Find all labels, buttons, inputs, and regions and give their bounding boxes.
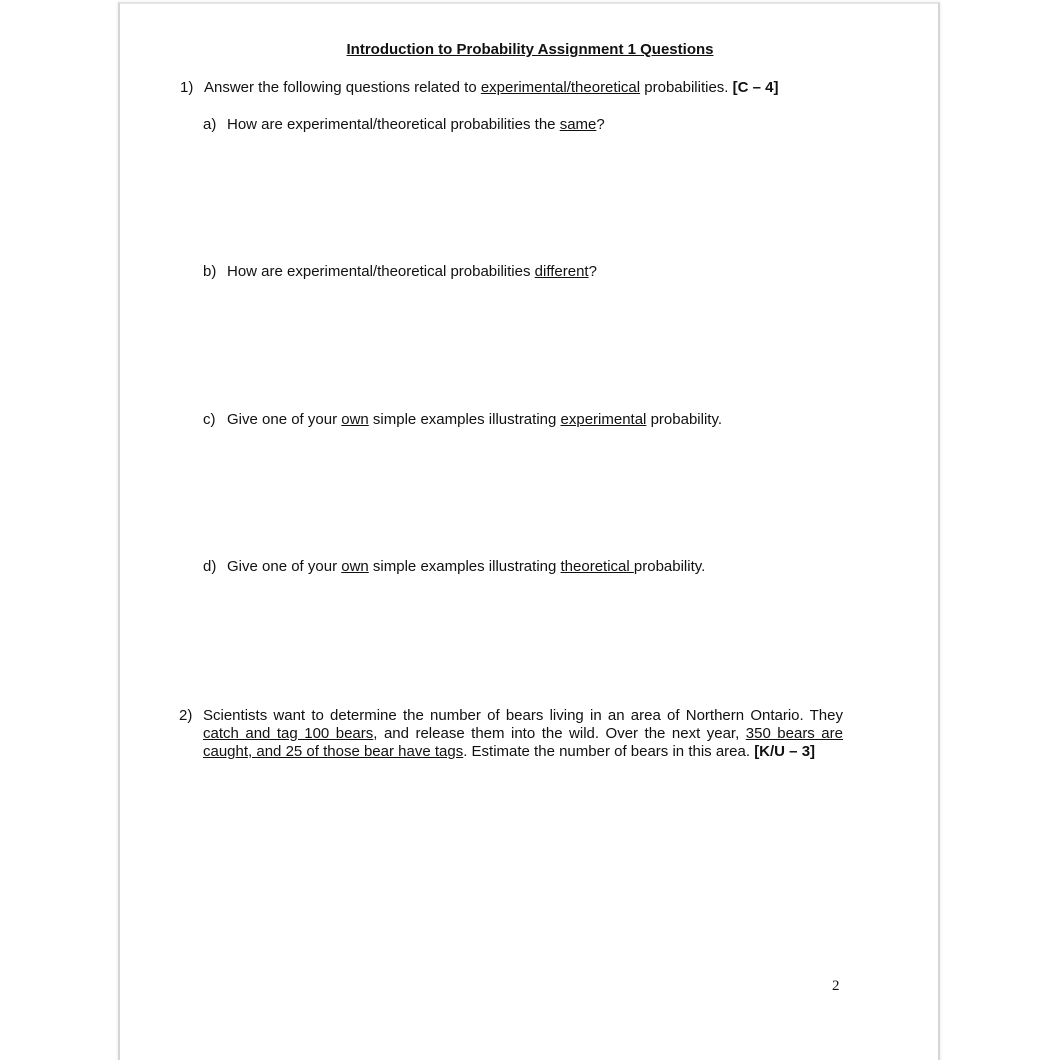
question-emphasis: catch and tag 100 bears bbox=[203, 725, 374, 742]
part-label: d) bbox=[203, 558, 217, 575]
question-1 bbox=[180, 79, 779, 97]
question-1c bbox=[203, 411, 722, 429]
question-emphasis: experimental/theoretical bbox=[480, 79, 641, 96]
question-1b bbox=[203, 263, 597, 281]
part-label: a) bbox=[203, 116, 217, 133]
page-number: 2 bbox=[832, 978, 840, 994]
part-label: c) bbox=[203, 411, 216, 428]
question-text: probabilities. bbox=[640, 79, 733, 96]
question-1d bbox=[203, 558, 705, 576]
question-text: , and release them into the wild. Over the next year, bbox=[373, 725, 746, 742]
part-emphasis: own bbox=[341, 411, 369, 428]
part-text: probability. bbox=[646, 411, 722, 428]
part-emphasis: theoretical bbox=[560, 558, 634, 575]
marks-label: [C – 4] bbox=[732, 79, 779, 96]
question-number: 2) bbox=[179, 707, 193, 724]
part-text: simple examples illustrating bbox=[368, 558, 561, 575]
question-text: . Estimate the number of bears in this area. bbox=[463, 743, 755, 760]
question-2 bbox=[179, 707, 843, 761]
document-title: Introduction to Probability Assignment 1 Questions bbox=[346, 41, 714, 58]
part-label: b) bbox=[203, 263, 217, 280]
part-text: How are experimental/theoretical probabilities bbox=[227, 263, 535, 280]
part-text: ? bbox=[596, 116, 605, 133]
part-emphasis: different bbox=[534, 263, 589, 280]
part-text: How are experimental/theoretical probabilities the bbox=[227, 116, 560, 133]
question-number: 1) bbox=[180, 79, 194, 96]
part-text: Give one of your bbox=[227, 411, 342, 428]
part-text: ? bbox=[588, 263, 597, 280]
part-text: probability. bbox=[633, 558, 706, 575]
part-text: simple examples illustrating bbox=[368, 411, 561, 428]
part-emphasis: own bbox=[341, 558, 369, 575]
part-text: Give one of your bbox=[227, 558, 342, 575]
part-emphasis: same bbox=[559, 116, 597, 133]
question-text: Scientists want to determine the number of bears living in an area of Northern Ontario. They bbox=[203, 707, 843, 724]
marks-label: [K/U – 3] bbox=[754, 743, 816, 760]
document-page bbox=[118, 2, 940, 1060]
question-text: Answer the following questions related to bbox=[204, 79, 481, 96]
question-emphasis: 350 bears are caught, and 25 of those bear have tags bbox=[203, 725, 843, 760]
part-emphasis: experimental bbox=[560, 411, 647, 428]
question-1a bbox=[203, 116, 605, 134]
